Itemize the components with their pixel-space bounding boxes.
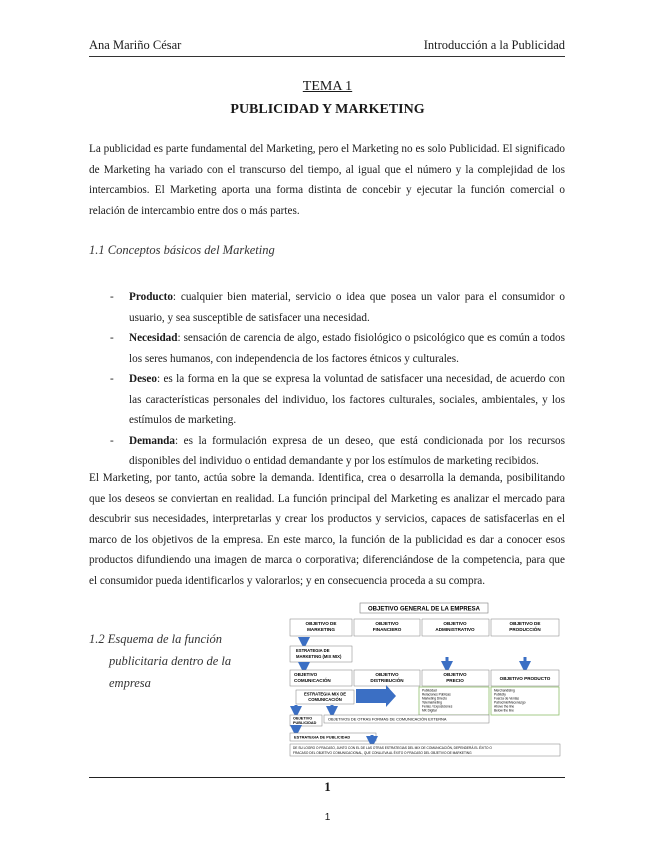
list-item: - Necesidad: sensación de carencia de algo, estado fisiológico o psicológico que es común a todos los seres humanos, con independencia de los factores étnicos y culturales. <box>110 332 565 365</box>
footer-divider <box>89 777 565 778</box>
concept-term: Deseo <box>129 373 157 385</box>
obj-administrativo-l2: ADMINISTRATIVO <box>435 627 475 632</box>
intro-paragraph: La publicidad es parte fundamental del Marketing, pero el Marketing no es solo Publicidad. El significado de Marketing ha variado con el transcurso del tiempo, al igual que el número y la complejidad de los intercambios. El Marketing aporta una forma distinta de concebir y ejecutar la función comercial o relación de intercambio entre dos o más partes. <box>89 143 565 217</box>
diagram-title: OBJETIVO GENERAL DE LA EMPRESA <box>367 606 481 613</box>
obj-comunicacion-l2: COMUNICACIÓN <box>294 678 331 683</box>
heading-line: 1.2 Esquema de la función <box>89 632 222 646</box>
concept-term: Necesidad <box>129 332 178 344</box>
obj-publicidad-l2: PUBLICIDAD <box>293 721 317 725</box>
mix-item: Publicidad <box>422 688 437 693</box>
obj-publicidad-l1: OBJETIVO <box>293 716 313 721</box>
obj-financiero-l1: OBJETIVO <box>375 621 399 626</box>
viewer-page-number: 1 <box>324 812 331 823</box>
concept-term: Demanda <box>129 434 175 447</box>
concept-text: : cualquier bien material, servicio o idea que posea un valor para el consumidor o usuario, y sea susceptible de satisfacer una necesidad. <box>129 291 565 324</box>
page-header <box>89 38 565 56</box>
heading-line: empresa <box>109 676 151 690</box>
estrategia-mk-l2: MARKETING (MIX MIX) <box>296 654 342 659</box>
concept-text: : es la formulación expresa de un deseo, que está condicionada por los recursos disponibles del individuo o entidad demandante y por los estímulos de marketing recibidos. <box>129 434 565 467</box>
page-title: PUBLICIDAD Y MARKETING <box>230 102 425 117</box>
estrategia-mix-l2: COMUNICACIÓN <box>308 697 342 702</box>
product-item: Below the line <box>494 708 514 713</box>
estrategia-mix-l1: ESTRATEGIA MIX DE <box>303 691 347 697</box>
section-heading-1-2 <box>89 628 259 694</box>
conclusion-l1: DE SU LOGRO O FRACASO, JUNTO CON EL DE LAS OTRAS ESTRATEGIAS DEL MIX DE COMUNICACIÓN, DEPENDERÁ EL ÉXITO O <box>293 746 492 750</box>
product-item: Fuerza de Ventas <box>494 696 519 701</box>
obj-marketing-l2: MARKETING <box>307 627 335 632</box>
list-item: - Deseo: es la forma en la que se expresa la voluntad de satisfacer una necesidad, de acuerdo con las características personales del individuo, los factores culturales, sociales, ambientales, y los estímulos de marketing. <box>110 373 565 426</box>
mix-item: Telemarketing <box>422 700 442 705</box>
mix-item: Ferias / Exposiciones <box>422 704 453 709</box>
otras-formas: OBJETIVOS DE OTRAS FORMAS DE COMUNICACIÓN EXTERNA <box>328 716 447 722</box>
arrow-right-icon <box>356 685 396 707</box>
product-item: Merchandising <box>494 688 515 693</box>
obj-distribucion-l2: DISTRIBUCIÓN <box>370 678 404 683</box>
header-divider <box>89 56 565 57</box>
mix-item: Marketing Directo <box>422 696 447 701</box>
marketing-scheme-diagram <box>282 600 567 757</box>
obj-marketing-l1: OBJETIVO DE <box>305 621 337 626</box>
concept-text: : sensación de carencia de algo, estado fisiológico o psicológico que es común a todos los seres humanos, con independencia de los factores étnicos y culturales. <box>129 332 565 365</box>
obj-distribucion-l1: OBJETIVO <box>375 672 399 677</box>
header-subject: Introducción a la Publicidad <box>423 38 565 52</box>
mix-item: MK Digital <box>422 708 437 713</box>
concept-term: Producto <box>129 291 173 303</box>
obj-precio-l2: PRECIO <box>446 678 464 683</box>
header-author: Ana Mariño César <box>89 38 182 52</box>
product-item: Above the line <box>494 704 515 709</box>
obj-produccion-l2: PRODUCCIÓN <box>509 627 541 632</box>
page-number: 1 <box>324 779 331 794</box>
obj-financiero-l2: FINANCIERO <box>372 627 402 632</box>
heading-line: publicitaria dentro de la <box>109 654 232 668</box>
obj-producto: OBJETIVO PRODUCTO <box>499 676 551 681</box>
body-paragraph: El Marketing, por tanto, actúa sobre la demanda. Identifica, crea o desarrolla la demanda, posibilitando que los deseos se conviertan en realidad. La función principal del Marketing es analizar el mercado para descubrir sus necesidades, interpretarlas y crear los productos y servicios, capaces de satisfacerlas en el marco de los objetivos de la empresa. En este marco, la función de la publicidad es dar a conocer esos productos difundiendo una imagen de marca o corporativa; diferenciándose de la competencia, para que el consumidor pueda identificarlos y valorarlos; y en consecuencia proceda a su compra. <box>89 472 565 587</box>
obj-produccion-l1: OBJETIVO DE <box>509 621 541 626</box>
obj-administrativo-l1: OBJETIVO <box>443 621 467 626</box>
concepts-list <box>89 287 565 472</box>
product-item: Patrocinio/Mecenazgo <box>494 700 526 705</box>
obj-comunicacion-l1: OBJETIVO <box>294 672 318 677</box>
mix-item: Relaciones Públicas <box>422 692 451 697</box>
chapter-label: TEMA 1 <box>302 79 353 94</box>
estrategia-mk-l1: ESTRATEGIA DE <box>296 648 330 653</box>
product-item: Publicity <box>494 692 506 697</box>
list-item: - Producto: cualquier bien material, servicio o idea que posea un valor para el consumidor o usuario, y sea susceptible de satisfacer una necesidad. <box>110 291 565 324</box>
list-item: - Demanda: es la formulación expresa de un deseo, que está condicionada por los recursos disponibles del individuo o entidad demandante y por los estímulos de marketing recibidos. <box>110 434 565 467</box>
concept-text: : es la forma en la que se expresa la voluntad de satisfacer una necesidad, de acuerdo con las características personales del individuo, los factores culturales, sociales, ambientales, y los estímulos de marketing. <box>129 373 565 426</box>
conclusion-l2: FRACASO DEL OBJETIVO COMUNICACIONAL, QUE CONLLEVA AL ÉXITO O FRACASO DEL OBJETIVO DE MARKETING <box>293 751 472 755</box>
estrategia-publicidad: ESTRATEGIA DE PUBLICIDAD <box>294 734 351 740</box>
section-heading-1-1: 1.1 Conceptos básicos del Marketing <box>89 243 275 257</box>
obj-precio-l1: OBJETIVO <box>443 672 467 677</box>
